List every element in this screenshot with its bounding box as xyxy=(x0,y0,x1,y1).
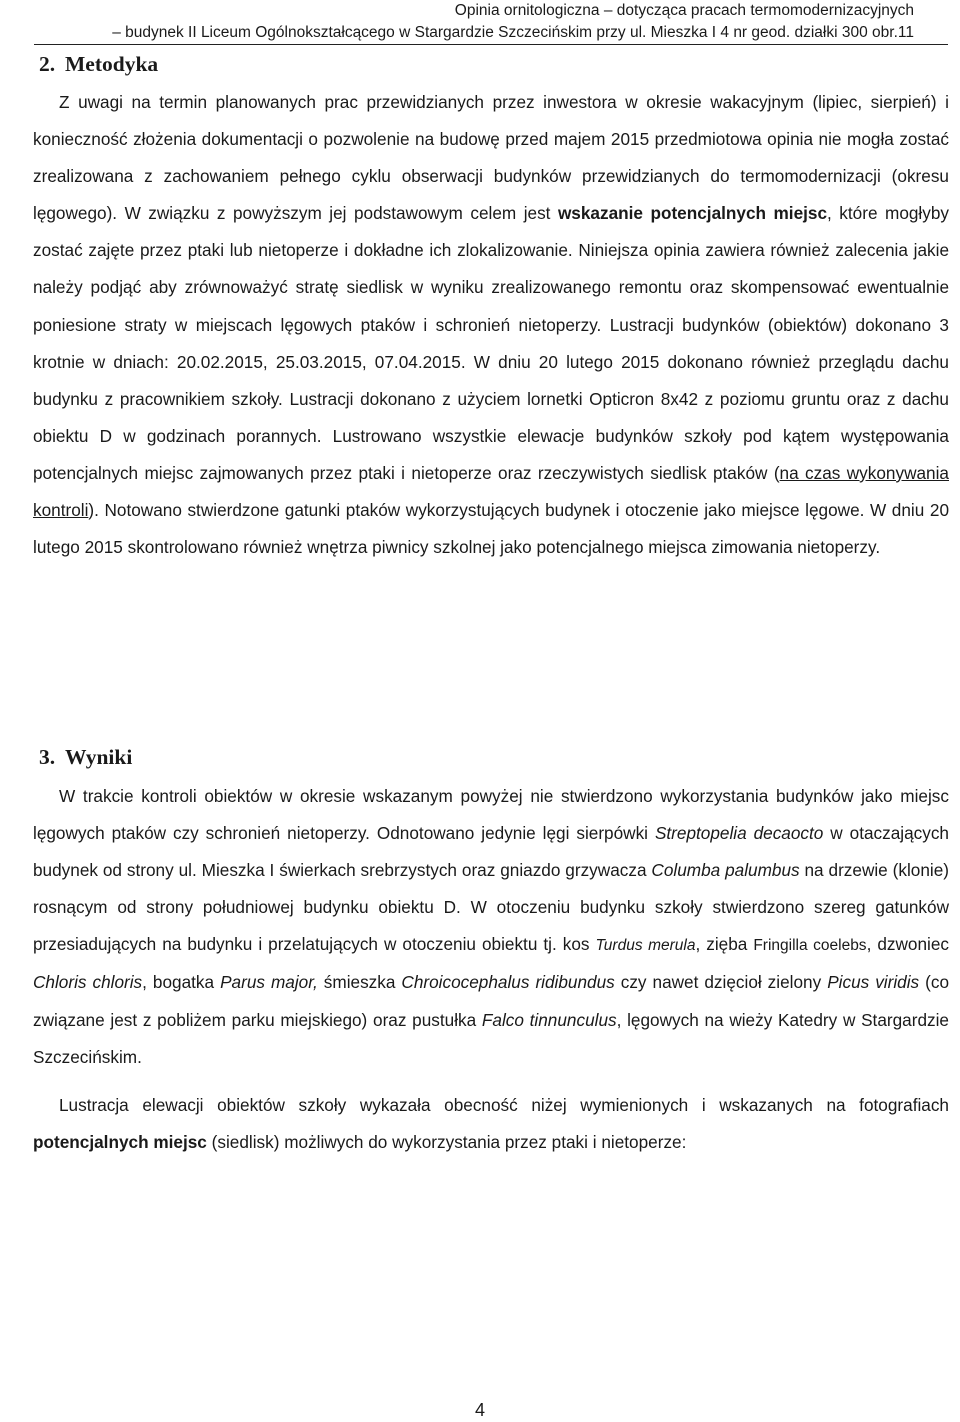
section-number: 3. xyxy=(39,745,56,769)
section-heading-wyniki xyxy=(39,745,132,770)
species-name: Columba palumbus xyxy=(651,860,800,881)
text-run: W trakcie kontroli obiektów w okresie wskazanym powyżej nie stwierdzono wykorzystania budynków jako miejsc lęgowych ptaków czy schronień nietoperzy. Odnotowano jedynie lęgi sierpówki xyxy=(33,786,949,844)
header-divider xyxy=(34,44,948,45)
text-run: , zięba xyxy=(695,934,754,955)
species-name: Falco tinnunculus xyxy=(481,1009,617,1030)
bold-phrase: potencjalnych miejsc xyxy=(33,1132,207,1153)
text-run: (co związane jest z pobliżem parku miejskiego) oraz pustułka xyxy=(33,972,950,1030)
species-name: Parus major, xyxy=(220,972,318,993)
text-run: czy nawet dzięcioł zielony xyxy=(614,972,828,993)
paragraph-wyniki-2 xyxy=(33,1087,949,1161)
running-header xyxy=(0,0,960,44)
section-number: 2. xyxy=(39,52,56,76)
paragraph-metodyka xyxy=(33,84,949,566)
header-line-2: – budynek II Liceum Ogólnokształcącego w Stargardzie Szczecińskim przy ul. Mieszka I 4 nr geod. działki 300 obr.11 xyxy=(112,24,914,41)
text-run: ). Notowano stwierdzone gatunki ptaków wykorzystujących budynek i otoczenie jako miejsce lęgowe. W dniu 20 lutego 2015 skontrolowano również wnętrza piwnicy szkolnej jako potencjalnego miejsca zimowania nietoperzy. xyxy=(33,500,949,558)
underlined-phrase: na czas wykonywania kontroli xyxy=(33,462,949,521)
text-run: , dzwoniec xyxy=(866,934,949,955)
section-title: Metodyka xyxy=(65,52,159,76)
section-title: Wyniki xyxy=(65,745,133,769)
page-number: 4 xyxy=(474,1400,485,1420)
header-line-1: Opinia ornitologiczna – dotycząca pracach termomodernizacyjnych xyxy=(454,2,914,19)
bold-phrase: wskazanie potencjalnych miejsc xyxy=(557,203,828,224)
text-run: śmieszka xyxy=(317,972,402,993)
species-name: Chloris chloris xyxy=(33,972,143,993)
text-run: , które mogłyby zostać zajęte przez ptaki lub nietoperze i dokładne ich zlokalizowanie. Niniejsza opinia zawiera również zalecenia jakie należy podjąć aby zrównoważyć stratę siedlisk w wyniku zrealizowanego remontu oraz skompensować ewentualnie poniesione straty w miejscach lęgowych ptaków i schronień nietoperzy. Lustracji budynków (obiektów) dokonano 3 krotnie w dniach: 20.02.2015, 25.03.2015, 07.04.2015. W dniu 20 lutego 2015 dokonano również przeglądu dachu budynku z pracownikiem szkoły. Lustracji dokonano z użyciem lornetki Opticron 8x42 z poziomu gruntu oraz z dachu obiektu D w godzinach porannych. Lustrowano wszystkie elewacje budynków szkoły pod kątem występowania potencjalnych miejsc zajmowanych przez ptaki i nietoperze oraz rzeczywistych siedlisk ptaków ( xyxy=(33,203,949,483)
text-run: na drzewie (klonie) rosnącym od strony południowej budynku obiektu D. W otoczeniu budynku szkoły stwierdzono szereg gatunków przesiadujących na budynku i przelatujących w otoczeniu obiektu tj. kos xyxy=(33,860,949,955)
text-run: (siedlisk) możliwych do wykorzystania przez ptaki i nietoperze: xyxy=(206,1132,687,1153)
species-name: Fringilla coelebs xyxy=(753,937,867,955)
text-run: Lustracja elewacji obiektów szkoły wykazała obecność niżej wymienionych i wskazanych na fotografiach xyxy=(59,1095,949,1115)
species-name: Streptopelia decaocto xyxy=(654,823,824,844)
text-run: Z uwagi na termin planowanych prac przewidzianych przez inwestora w okresie wakacyjnym (lipiec, sierpień) i konieczność złożenia dokumentacji o pozwolenie na budowę przed majem 2015 przedmiotowa opinia nie mogła zostać zrealizowana z zachowaniem pełnego cyklu obserwacji budynków przewidzianych do termomodernizacji (okresu lęgowego). W związku z powyższym jej podstawowym celem jest xyxy=(33,92,949,224)
text-run: , lęgowych na wieży Katedry w Stargardzie Szczecińskim. xyxy=(33,1009,949,1067)
species-name: Picus viridis xyxy=(827,972,920,993)
species-name: Turdus merula xyxy=(595,937,696,955)
text-run: , bogatka xyxy=(142,972,221,993)
text-run: w otaczających budynek od strony ul. Mieszka I świerkach srebrzystych oraz gniazdo grzywacza xyxy=(33,823,949,881)
species-name: Chroicocephalus ridibundus xyxy=(401,972,615,993)
section-heading-metodyka xyxy=(39,52,158,77)
paragraph-wyniki-1 xyxy=(33,778,949,1076)
